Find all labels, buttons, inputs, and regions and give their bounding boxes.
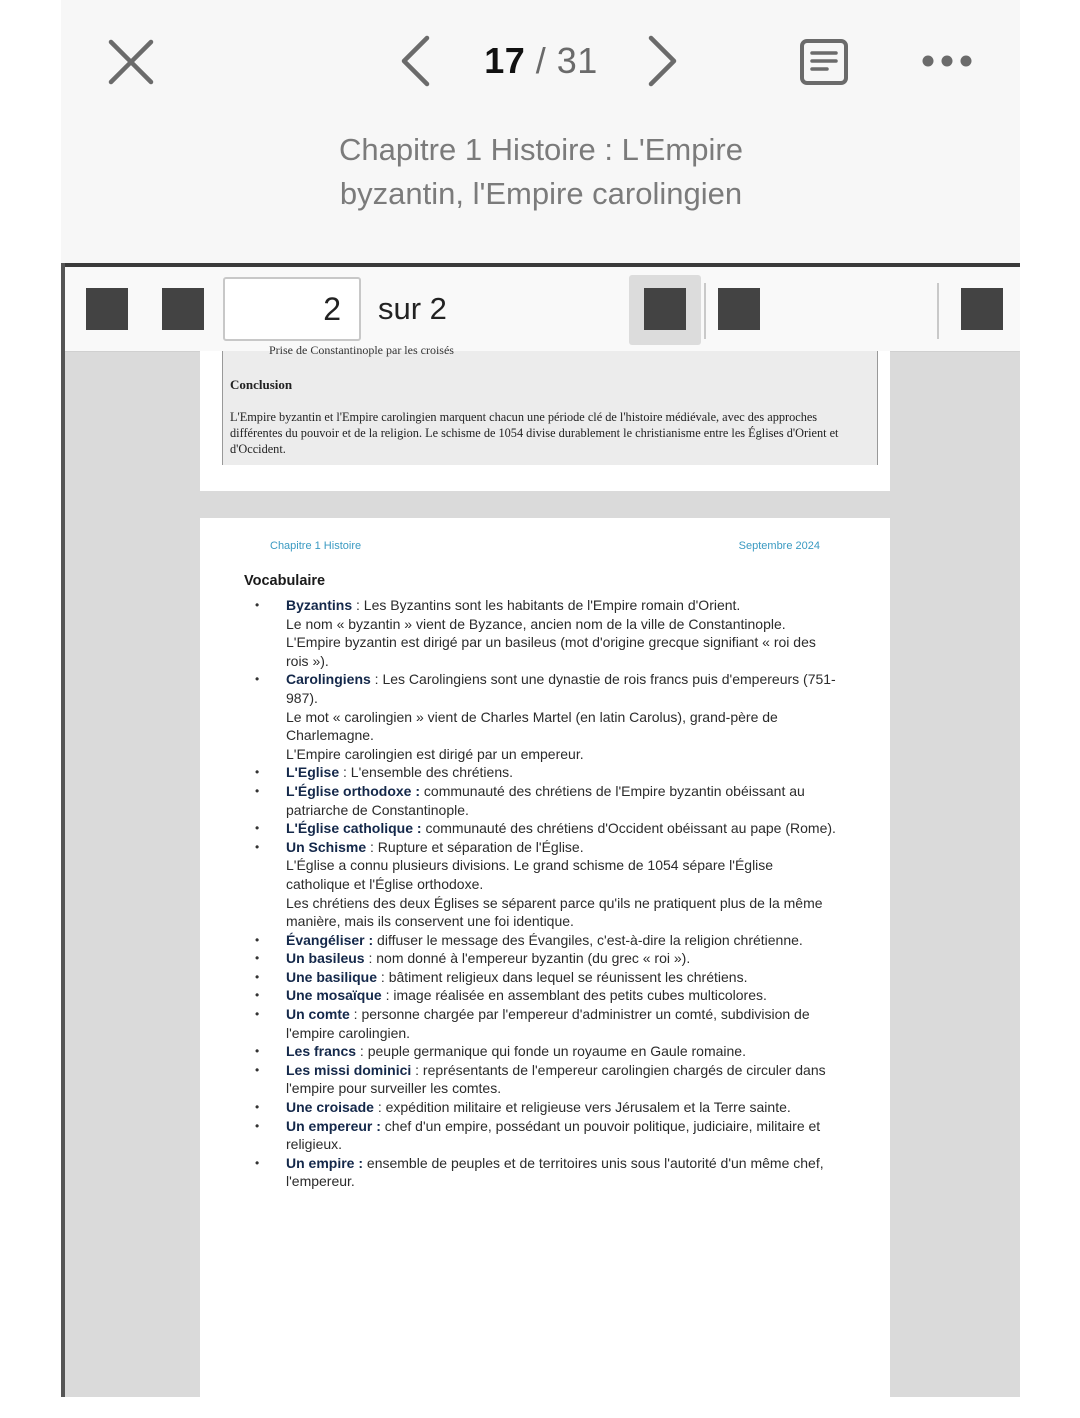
vocabulary-term: Évangéliser : xyxy=(286,931,374,948)
vocabulary-list xyxy=(250,596,840,1191)
vocabulary-term: Une mosaïque xyxy=(286,987,382,1004)
vocabulary-term: Un comte xyxy=(286,1006,350,1023)
page-number-input[interactable] xyxy=(223,277,361,341)
conclusion-box xyxy=(222,343,878,465)
viewer-edge xyxy=(61,263,65,1397)
vocabulary-item xyxy=(250,782,840,819)
find-button[interactable] xyxy=(162,288,204,330)
vocabulary-item xyxy=(250,968,840,987)
vocabulary-definition: : représentants de l'empereur carolingien chargés de circuler dans l'empire pour surveiller les comtes. xyxy=(286,1061,826,1097)
vocabulary-definition: : peuple germanique qui fonde un royaume en Gaule romaine. xyxy=(356,1043,746,1060)
vocabulary-definition: : Les Byzantins sont les habitants de l'Empire romain d'Orient. xyxy=(352,597,741,613)
vocabulary-item xyxy=(250,819,840,838)
pdf-page-1 xyxy=(200,343,890,491)
more-icon xyxy=(921,48,973,74)
more-options-button[interactable] xyxy=(921,48,973,74)
vocabulary-term: Carolingiens xyxy=(286,671,371,688)
vocabulary-detail: L'Empire byzantin est dirigé par un basileus (mot d'origine grecque signifiant « roi des rois »). xyxy=(286,634,816,669)
current-page-number: 17 xyxy=(484,40,526,81)
vocabulary-definition: : personne chargée par l'empereur d'administrer un comté, subdivision de l'empire carolingien. xyxy=(286,1006,810,1041)
conclusion-paragraph: L'Empire byzantin et l'Empire carolingien marquent chacun une période clé de l'histoire médiévale, avec des approches différentes du pouvoir et de la religion. Le schisme de 1054 divise durablement le christianisme entre les Églises d'Orient et d'Occident. xyxy=(230,410,839,456)
zoom-out-button[interactable] xyxy=(644,288,686,330)
vocabulary-item xyxy=(250,596,840,670)
vocabulary-detail: L'Église a connu plusieurs divisions. Le grand schisme de 1054 sépare l'Église catholique et l'Église orthodoxe. xyxy=(286,857,774,892)
vocabulary-term: L'Eglise xyxy=(286,764,340,781)
vocabulary-definition: communauté des chrétiens de l'Empire byzantin obéissant au patriarche de Constantinople. xyxy=(286,782,805,818)
vocabulary-item xyxy=(250,670,840,763)
clipped-list-item: Prise de Constantinople par les croisés xyxy=(269,343,454,357)
vocabulary-item xyxy=(250,931,840,950)
toolbar-divider xyxy=(937,283,939,339)
chevron-left-icon xyxy=(397,34,433,88)
vocabulary-item xyxy=(250,986,840,1005)
vocabulary-item xyxy=(250,1005,840,1042)
vocabulary-definition: : L'ensemble des chrétiens. xyxy=(339,764,514,781)
page-separator: / xyxy=(525,40,557,81)
vocabulary-detail: Les chrétiens des deux Églises se séparent parce qu'ils ne pratiquent plus de la même manière, mais ils conservent une foi identique. xyxy=(286,894,823,930)
vocabulary-detail: Le mot « carolingien » vient de Charles Martel (en latin Carolus), grand-père de Charlemagne. xyxy=(286,708,778,744)
vocabulary-item xyxy=(250,949,840,968)
vocabulary-heading: Vocabulaire xyxy=(244,573,326,589)
document-list-icon xyxy=(799,37,849,87)
vocabulary-item xyxy=(250,1042,840,1061)
tools-menu-button[interactable] xyxy=(961,288,1003,330)
next-page-button[interactable] xyxy=(645,34,681,88)
vocabulary-term: Une croisade xyxy=(286,1099,374,1116)
vocabulary-definition: : image réalisée en assemblant des petits cubes multicolores. xyxy=(381,987,767,1004)
vocabulary-definition: ensemble de peuples et de territoires unis sous l'autorité d'un même chef, l'empereur. xyxy=(286,1154,824,1190)
vocabulary-definition: : bâtiment religieux dans lequel se réunissent les chrétiens. xyxy=(377,968,748,985)
top-app-bar xyxy=(61,0,1020,263)
page-count-label: sur 2 xyxy=(378,291,447,326)
toolbar-divider xyxy=(704,283,706,339)
pdf-viewer[interactable] xyxy=(61,263,1020,1397)
pdf-toolbar xyxy=(61,267,1020,352)
vocabulary-item xyxy=(250,1117,840,1154)
vocabulary-item xyxy=(250,1154,840,1191)
vocabulary-item xyxy=(250,1098,840,1117)
vocabulary-definition: diffuser le message des Évangiles, c'est-à-dire la religion chrétienne. xyxy=(373,931,803,948)
conclusion-heading: Conclusion xyxy=(230,377,293,392)
close-icon xyxy=(107,38,155,86)
vocabulary-definition: communauté des chrétiens d'Occident obéissant au pape (Rome). xyxy=(421,820,836,837)
total-pages: 31 xyxy=(556,40,598,81)
page-counter xyxy=(461,40,621,82)
vocabulary-term: Un empereur : xyxy=(286,1117,381,1134)
vocabulary-definition: : Les Carolingiens sont une dynastie de rois francs puis d'empereurs (751-987). xyxy=(286,671,836,706)
vocabulary-term: Un empire : xyxy=(286,1154,364,1171)
vocabulary-term: Un basileus xyxy=(286,950,365,967)
pdf-page-2 xyxy=(200,518,890,1418)
vocabulary-item xyxy=(250,763,840,782)
vocabulary-term: Un Schisme xyxy=(286,838,367,855)
vocabulary-detail: Le nom « byzantin » vient de Byzance, ancien nom de la ville de Constantinople. xyxy=(286,615,786,632)
vocabulary-definition: : Rupture et séparation de l'Église. xyxy=(366,838,584,855)
vocabulary-term: Les francs xyxy=(286,1043,357,1060)
close-button[interactable] xyxy=(107,38,155,86)
vocabulary-term: L'Église catholique : xyxy=(286,820,422,837)
sidebar-toggle-button[interactable] xyxy=(86,288,128,330)
vocabulary-definition: : expédition militaire et religieuse vers Jérusalem et la Terre sainte. xyxy=(373,1099,791,1116)
document-title: Chapitre 1 Histoire : L'Empire byzantin, l'Empire carolingien xyxy=(339,132,743,211)
zoom-in-button[interactable] xyxy=(718,288,760,330)
vocabulary-term: Byzantins xyxy=(286,597,353,613)
previous-page-button[interactable] xyxy=(397,34,433,88)
page-header-left: Chapitre 1 Histoire xyxy=(270,540,362,552)
vocabulary-detail: L'Empire carolingien est dirigé par un empereur. xyxy=(286,745,584,762)
vocabulary-term: Une basilique xyxy=(286,968,378,985)
vocabulary-definition: chef d'un empire, possédant un pouvoir politique, judiciaire, militaire et religieux. xyxy=(286,1117,821,1153)
page-header-right: Septembre 2024 xyxy=(738,540,820,552)
chevron-right-icon xyxy=(645,34,681,88)
vocabulary-definition: : nom donné à l'empereur byzantin (du grec « roi »). xyxy=(364,950,691,967)
vocabulary-item xyxy=(250,1061,840,1098)
vocabulary-term: Les missi dominici xyxy=(286,1061,412,1078)
document-outline-button[interactable] xyxy=(799,37,849,87)
vocabulary-item xyxy=(250,838,840,931)
vocabulary-term: L'Église orthodoxe : xyxy=(286,782,421,799)
